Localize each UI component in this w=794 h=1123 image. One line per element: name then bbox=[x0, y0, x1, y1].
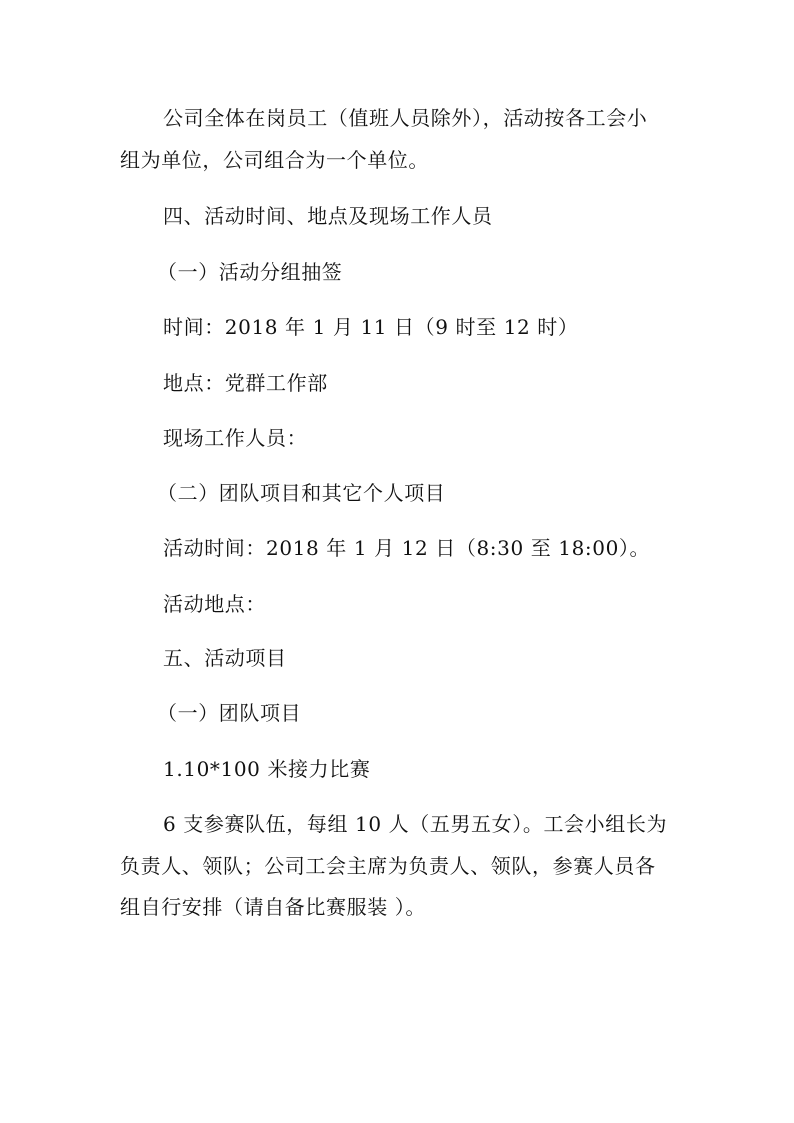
subheading-draw-lots: （一）活动分组抽签 bbox=[157, 260, 343, 284]
paragraph-teams-line-2: 负责人、领队；公司工会主席为负责人、领队，参赛人员各 bbox=[120, 854, 656, 878]
paragraph-event-place: 活动地点： bbox=[163, 592, 266, 616]
section-heading-time-place: 四、活动时间、地点及现场工作人员 bbox=[163, 204, 493, 228]
paragraph-teams-line-1: 6 支参赛队伍，每组 10 人（五男五女）。工会小组长为 bbox=[163, 812, 668, 836]
paragraph-participants-line-1: 公司全体在岗员工（值班人员除外），活动按各工会小 bbox=[163, 106, 648, 130]
paragraph-draw-staff: 现场工作人员： bbox=[163, 426, 308, 450]
paragraph-draw-place: 地点：党群工作部 bbox=[163, 371, 328, 395]
subheading-team-items: （一）团队项目 bbox=[157, 701, 302, 725]
paragraph-participants-line-2: 组为单位，公司组合为一个单位。 bbox=[120, 148, 429, 172]
paragraph-event-time: 活动时间：2018 年 1 月 12 日（8:30 至 18:00）。 bbox=[163, 536, 651, 560]
paragraph-draw-time: 时间：2018 年 1 月 11 日（9 时至 12 时） bbox=[163, 315, 579, 339]
paragraph-relay-race: 1.10*100 米接力比赛 bbox=[163, 757, 371, 781]
subheading-team-events: （二）团队项目和其它个人项目 bbox=[157, 481, 446, 505]
paragraph-teams-line-3: 组自行安排（请自备比赛服装 ）。 bbox=[120, 895, 426, 919]
section-heading-events: 五、活动项目 bbox=[163, 646, 287, 670]
